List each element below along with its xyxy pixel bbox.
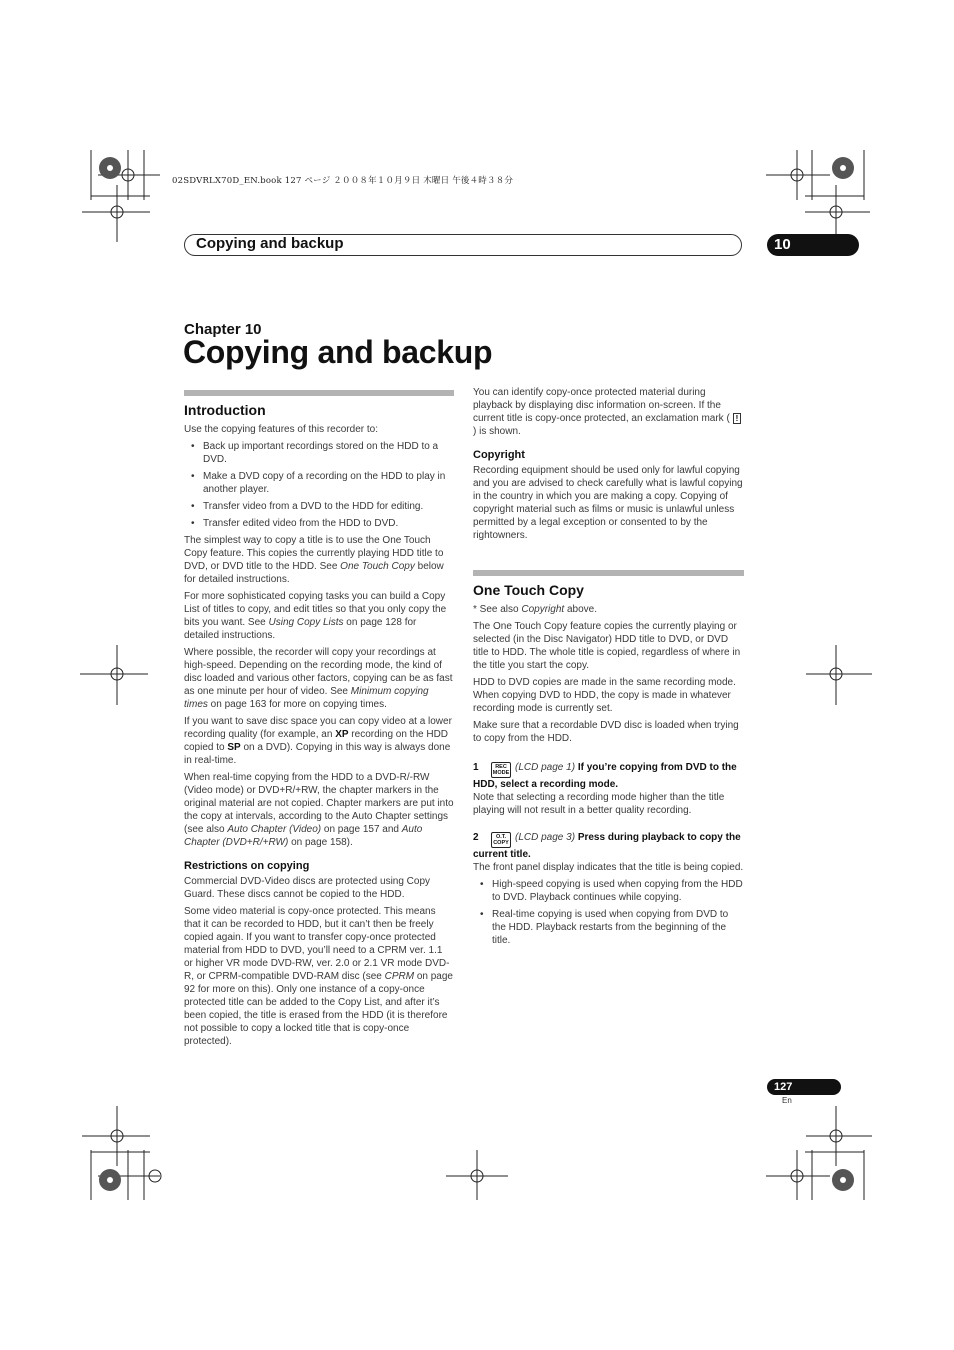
- cross-reference: One Touch Copy: [340, 561, 415, 572]
- header-chapter-number: 10: [767, 234, 859, 256]
- list-item: • Make a DVD copy of a recording on the HDD to play in another player.: [184, 470, 454, 496]
- lcd-page-ref: (LCD page 1): [515, 762, 576, 773]
- chapter-title: Copying and backup: [183, 334, 493, 370]
- step-number: 2: [473, 832, 479, 843]
- lcd-page-ref: (LCD page 3): [515, 832, 576, 843]
- rec-mode-button-icon: REC MODE: [492, 764, 510, 776]
- restrictions-paragraph: Commercial DVD-Video discs are protected using Copy Guard. These discs cannot be copied to the HDD.: [184, 876, 431, 900]
- cross-reference: Auto Chapter (DVD+R/+RW): [184, 824, 423, 848]
- one-touch-heading: One Touch Copy: [473, 582, 584, 598]
- introduction-lead: Use the copying features of this recorder to:: [184, 424, 378, 435]
- step-instruction: Press during playback to copy the current title.: [473, 832, 741, 860]
- step-2-bullets: [473, 878, 744, 947]
- one-touch-paragraph: The One Touch Copy feature copies the currently playing or selected (in the Disc Navigator) HDD title to DVD, or DVD title to HDD. The whole title is copied, regardless of where in the title you start the copy.: [473, 621, 741, 671]
- introduction-paragraph: When real-time copying from the HDD to a DVD-R/-RW (Video mode) or DVD+R/+RW, the chapter markers in the original material are not copied. Chapter markers are put into the copy at intervals, according to the Auto Chapter settings (see also Auto Chapter (Video) on page 157 and Auto Chapter (DVD+R/+RW) on page 158).: [184, 772, 454, 848]
- one-touch-note: * See also Copyright above.: [473, 604, 597, 615]
- step-2: [473, 831, 744, 861]
- list-item: • Real-time copying is used when copying from DVD to the HDD. Playback restarts from the beginning of the title.: [473, 908, 744, 947]
- step-instruction: If you’re copying from DVD to the HDD, select a recording mode.: [473, 762, 737, 790]
- introduction-paragraph: The simplest way to copy a title is to use the One Touch Copy feature. This copies the currently playing HDD title to DVD, or DVD title to the HDD. See One Touch Copy below for detailed instructions.: [184, 535, 444, 585]
- section-rule: [184, 390, 454, 396]
- list-item: • Back up important recordings stored on the HDD to a DVD.: [184, 440, 454, 466]
- section-rule: [473, 570, 744, 576]
- one-touch-paragraph: Make sure that a recordable DVD disc is loaded when trying to copy from the HDD.: [473, 720, 739, 744]
- print-info-line: 02SDVRLX70D_EN.book 127 ページ ２００８年１０月９日 木曜日 午後４時３８分: [172, 176, 514, 186]
- cross-reference: Minimum copying times: [184, 686, 429, 710]
- header-section-title: Copying and backup: [196, 235, 344, 252]
- chapter-label: Chapter 10: [184, 321, 262, 338]
- list-item: • Transfer video from a DVD to the HDD for editing.: [184, 500, 454, 513]
- introduction-paragraph: For more sophisticated copying tasks you can build a Copy List of titles to copy, and edit titles so that you only copy the bits you want. See Using Copy Lists on page 128 for detailed instructions.: [184, 591, 447, 641]
- introduction-heading: Introduction: [184, 402, 266, 418]
- one-touch-paragraph: HDD to DVD copies are made in the same recording mode. When copying DVD to HDD, the copy is made in whatever recording mode is currently set.: [473, 677, 736, 714]
- page-language: En: [782, 1096, 792, 1105]
- restrictions-paragraph: Some video material is copy-once protected. This means that it can be recorded to HDD, but it can’t then be freely copied again. If you want to transfer copy-once protected material from HDD to DVD, you’ll need to a CPRM ver. 1.1 or higher VR mode DVD-RW, ver. 2.0 or 2.1 VR mode DVD-R, or CPRM-compatible DVD-RAM disc (see CPRM on page 92 for more on this). Only one instance of a copy-once protected title can be added to the Copy List, and after it’s been copied, the title is erased from the HDD (it is therefore not possible to copy a locked title that is copy-once protected).: [184, 906, 453, 1047]
- introduction-paragraph: Where possible, the recorder will copy your recordings at high-speed. Depending on the recording mode, the kind of disc loaded and various other factors, copying can be as fast as one minute per hour of video. See Minimum copying times on page 163 for more on copying times.: [184, 647, 453, 710]
- step-body: The front panel display indicates that the title is being copied.: [473, 862, 744, 873]
- copyright-paragraph: Recording equipment should be used only for lawful copying and you are advised to check carefully what is lawful copying in the country in which you are making a copy. Copying of copyright material such as films or music is unlawful unless permitted by a legal exception or consented to by the rightowners.: [473, 465, 743, 541]
- introduction-paragraph: If you want to save disc space you can copy video at a lower recording quality (for example, an XP recording on the HDD copied to SP on a DVD). Copying in this way is always done in real-time.: [184, 716, 452, 766]
- step-1: [473, 761, 744, 791]
- copyright-heading: Copyright: [473, 449, 525, 461]
- right-column: [473, 386, 744, 951]
- step-body: Note that selecting a recording mode higher than the title playing will not result in a better quality recording.: [473, 792, 725, 816]
- identify-paragraph: You can identify copy-once protected material during playback by displaying disc information on-screen. If the current title is copy-once protected, an exclamation mark ( ! ) is shown.: [473, 386, 744, 438]
- cross-reference: Auto Chapter (Video): [227, 824, 322, 835]
- step-number: 1: [473, 762, 479, 773]
- page-number: 127: [767, 1079, 841, 1095]
- cross-reference: CPRM: [384, 971, 415, 982]
- list-item: • High-speed copying is used when copying from the HDD to DVD. Playback continues while copying.: [473, 878, 744, 904]
- cross-reference: Using Copy Lists: [268, 617, 344, 628]
- one-touch-copy-button-icon: O.T. COPY: [491, 832, 511, 848]
- restrictions-heading: Restrictions on copying: [184, 860, 310, 872]
- exclamation-mark-icon: !: [733, 413, 742, 424]
- list-item: • Transfer edited video from the HDD to DVD.: [184, 517, 454, 530]
- left-column: [184, 390, 454, 1052]
- introduction-bullets: [184, 440, 454, 530]
